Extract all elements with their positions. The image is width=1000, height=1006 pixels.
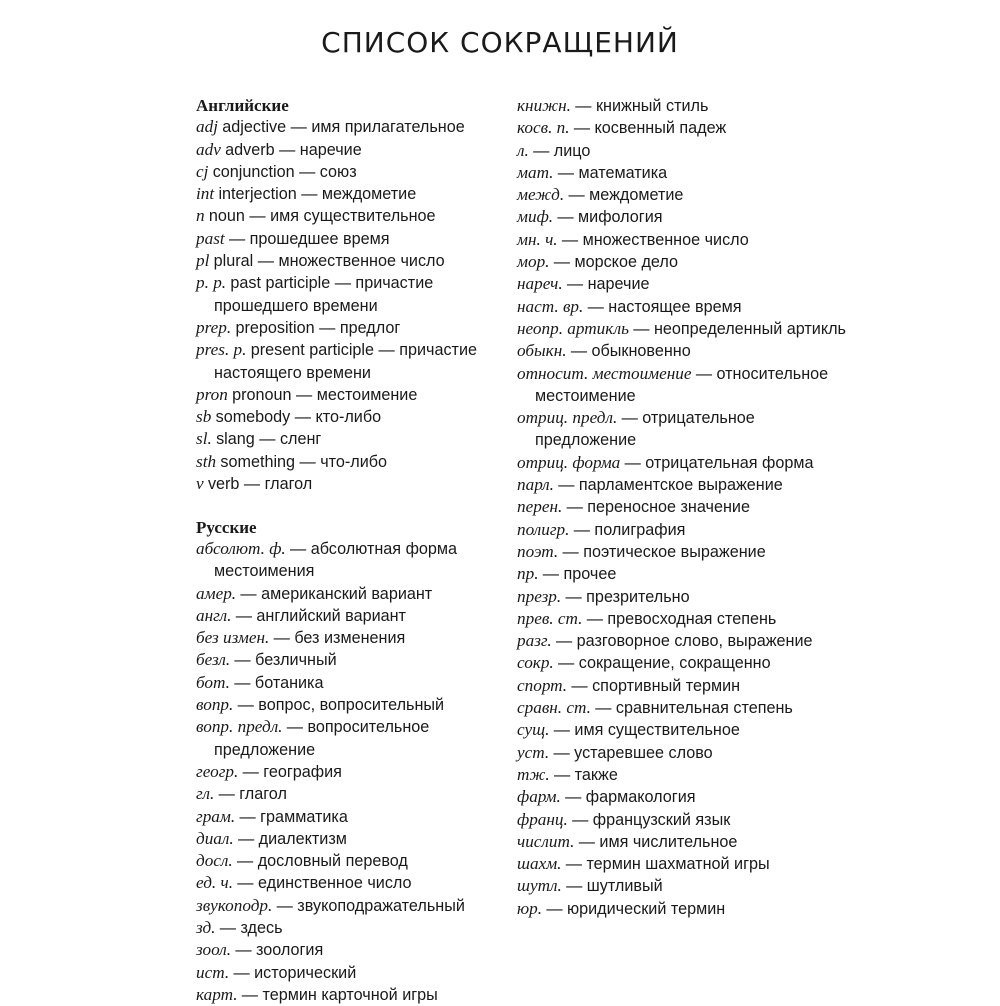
abbreviation: уст. [517,742,550,762]
abbreviation-meaning: — исторический [233,963,357,982]
abbreviation-entry [517,586,847,608]
right-column [517,95,847,920]
abbreviation-entry [196,828,512,850]
russian-section-heading: Русские [196,517,257,537]
abbreviation-entry [196,716,512,761]
abbreviation: ед. ч. [196,873,233,893]
abbreviation-meaning: — термин шахматной игры [565,855,770,874]
abbreviation: неопр. артикль [517,318,629,338]
abbreviation-meaning: adjective — имя прилагательное [222,118,465,137]
abbreviation: adv [196,139,221,159]
abbreviation: спорт. [517,675,568,695]
abbreviation-meaning: — прочее [542,565,617,584]
abbreviation-entry [517,630,847,652]
abbreviation-meaning: present participle — причастие настоящего времени [214,341,478,382]
abbreviation: грам. [196,806,236,826]
abbreviation: int [196,184,215,204]
abbreviation-meaning: — ботаника [234,673,324,692]
abbreviation-meaning: interjection — междометие [218,185,417,204]
abbreviation-entry [196,473,512,495]
abbreviation: англ. [196,605,232,625]
abbreviation-entry [517,742,847,764]
abbreviation-entry [196,272,512,317]
abbreviation-meaning: — математика [557,163,668,182]
abbreviation-entry [517,652,847,674]
abbreviation-meaning: — наречие [566,275,650,294]
abbreviation: миф. [517,207,554,227]
abbreviation: pron [196,384,228,404]
abbreviation-entry [196,250,512,272]
abbreviation-entry [196,672,512,694]
abbreviation: мн. ч. [517,229,558,249]
abbreviation-meaning: — неопределенный артикль [633,319,846,338]
abbreviation-meaning: — имя существительное [553,721,740,740]
abbreviation-meaning: — поэтическое выражение [562,542,766,561]
abbreviation-entry [196,139,512,161]
abbreviation: франц. [517,809,568,829]
abbreviation-entry [517,719,847,741]
abbreviation-entry [196,850,512,872]
abbreviation: геогр. [196,761,239,781]
abbreviation-meaning: — устаревшее слово [553,743,713,762]
abbreviation: фарм. [517,787,561,807]
abbreviation-meaning: — превосходная степень [586,609,777,628]
abbreviation: сокр. [517,653,554,673]
abbreviation: юр. [517,898,543,918]
abbreviation-entry [196,228,512,250]
abbreviation: разг. [517,631,552,651]
abbreviation: полигр. [517,519,570,539]
abbreviation: безл. [196,650,231,670]
abbreviation: шахм. [517,854,562,874]
abbreviation: v [196,474,204,494]
abbreviation-entry [196,538,512,583]
abbreviation: косв. п. [517,118,570,138]
abbreviation-entry [517,675,847,697]
abbreviation: поэт. [517,541,559,561]
abbreviation-entry [196,428,512,450]
abbreviation-entry [196,627,512,649]
abbreviation-entry [517,363,847,408]
abbreviation-entry [517,318,847,340]
russian-abbreviation-list-right [517,95,847,920]
abbreviation-entry [517,831,847,853]
abbreviation-entry [517,452,847,474]
abbreviation: бот. [196,672,230,692]
abbreviation-meaning: — парламентское выражение [558,476,783,495]
abbreviation-meaning: — множественное число [561,230,749,249]
abbreviation: sth [196,451,217,471]
abbreviation-entry [517,296,847,318]
abbreviation-meaning: slang — сленг [216,430,322,449]
page-title: СПИСОК СОКРАЩЕНИЙ [321,26,679,59]
abbreviation-entry [196,962,512,984]
abbreviation-entry [517,184,847,206]
abbreviation-meaning: — относительное местоимение [535,364,829,405]
abbreviation-entry [517,206,847,228]
russian-abbreviation-list-left [196,538,512,1006]
abbreviation-entry [517,273,847,295]
abbreviation: зоол. [196,940,232,960]
abbreviation-meaning: — настоящее время [587,297,742,316]
abbreviation: мат. [517,162,554,182]
abbreviation: перен. [517,497,563,517]
abbreviation: обыкн. [517,341,567,361]
abbreviation-meaning: — юридический термин [546,899,726,918]
abbreviation-meaning: — без изменения [273,629,406,648]
abbreviation-entry [196,761,512,783]
abbreviation-entry [196,917,512,939]
abbreviation: pl [196,251,210,271]
abbreviation-entry [196,317,512,339]
abbreviation: нареч. [517,274,563,294]
abbreviation-meaning: — глагол [218,785,287,804]
abbreviation-meaning: — французский язык [572,810,731,829]
abbreviation-entry [517,140,847,162]
abbreviation-meaning: — также [554,765,618,784]
abbreviation-entry [196,806,512,828]
abbreviation-meaning: verb — глагол [207,475,313,494]
abbreviation-meaning: — грамматика [239,807,348,826]
abbreviation-entry [517,407,847,452]
abbreviation-entry [517,786,847,808]
abbreviation: гл. [196,784,215,804]
abbreviation-meaning: past participle — причастие прошедшего времени [214,274,434,315]
abbreviation: л. [517,140,529,160]
abbreviation-entry [196,783,512,805]
abbreviation: sb [196,407,212,427]
abbreviation-meaning: — спортивный термин [571,676,741,695]
abbreviation-meaning: — английский вариант [235,606,406,625]
abbreviation-meaning: — отрицательная форма [624,453,814,472]
abbreviation-meaning: — термин карточной игры [241,985,438,1004]
abbreviation-meaning: — сокращение, сокращенно [558,654,771,673]
abbreviation: диал. [196,828,234,848]
abbreviation-meaning: — разговорное слово, выражение [555,632,813,651]
abbreviation: мор. [517,252,550,272]
abbreviation: отриц. форма [517,452,621,472]
abbreviation: n [196,206,205,226]
abbreviation: презр. [517,586,562,606]
abbreviation-entry [196,406,512,428]
english-abbreviation-list [196,116,512,495]
abbreviation-entry [196,895,512,917]
abbreviation-entry [517,563,847,585]
abbreviation-entry [517,229,847,251]
abbreviation: past [196,228,225,248]
abbreviation: карт. [196,984,238,1004]
abbreviation: абсолют. ф. [196,538,286,558]
abbreviation: досл. [196,851,233,871]
abbreviation-entry [517,764,847,786]
left-column [196,95,512,1006]
abbreviation-meaning: noun — имя существительное [208,207,436,226]
abbreviation: амер. [196,583,237,603]
abbreviation: относит. местоимение [517,363,692,383]
abbreviation-meaning: — прошедшее время [228,229,390,248]
abbreviation-entry [196,116,512,138]
abbreviation-meaning: — лицо [533,141,591,160]
abbreviation-meaning: — диалектизм [237,829,347,848]
abbreviation: тж. [517,764,550,784]
abbreviation-entry [196,205,512,227]
abbreviation-entry [517,519,847,541]
abbreviation-meaning: — полиграфия [573,520,686,539]
abbreviation-meaning: — имя числительное [578,832,738,851]
abbreviation-entry [517,608,847,630]
abbreviation-entry [517,496,847,518]
abbreviation-meaning: — шутливый [566,877,663,896]
english-section-heading: Английские [196,96,289,115]
abbreviation-meaning: — дословный перевод [237,852,408,871]
abbreviation-entry [517,809,847,831]
abbreviation-entry [517,117,847,139]
abbreviation-entry [196,872,512,894]
abbreviation-meaning: — география [242,762,342,781]
abbreviation-entry [517,340,847,362]
abbreviation: межд. [517,185,565,205]
abbreviation: сравн. ст. [517,698,591,718]
abbreviation: cj [196,161,209,181]
abbreviation-meaning: — вопрос, вопросительный [237,696,445,715]
abbreviation: вопр. предл. [196,717,283,737]
abbreviation-entry [196,339,512,384]
abbreviation-meaning: — вопросительное предложение [214,718,430,759]
abbreviation: sl. [196,429,212,449]
abbreviation-meaning: — презрительно [565,587,690,606]
section-gap [196,495,512,516]
abbreviation: наст. вр. [517,296,584,316]
abbreviation-entry [517,95,847,117]
abbreviation-entry [517,853,847,875]
abbreviation: сущ. [517,720,550,740]
abbreviation-meaning: somebody — кто-либо [215,408,382,427]
abbreviation: зд. [196,917,216,937]
abbreviation-entry [517,474,847,496]
abbreviation-entry [196,649,512,671]
abbreviation-meaning: something — что-либо [220,452,388,471]
abbreviation: pres. p. [196,340,247,360]
abbreviation-entry [196,583,512,605]
abbreviation: парл. [517,475,554,495]
abbreviation: книжн. [517,96,571,115]
abbreviation-meaning: pronoun — местоимение [232,385,418,404]
abbreviation-meaning: conjunction — союз [212,162,357,181]
abbreviation-meaning: — сравнительная степень [595,699,793,718]
abbreviation: отриц. предл. [517,408,618,428]
abbreviation-entry [196,384,512,406]
abbreviation-meaning: — мифология [557,208,663,227]
abbreviation: прев. ст. [517,608,583,628]
abbreviation: adj [196,117,218,137]
abbreviation-entry [196,161,512,183]
abbreviation: вопр. [196,695,234,715]
abbreviation-meaning: — зоология [235,941,324,960]
abbreviation-entry [196,183,512,205]
abbreviation-entry [196,939,512,961]
abbreviation-meaning: — междометие [568,186,684,205]
abbreviation-meaning: — единственное число [237,874,412,893]
abbreviation-entry [196,984,512,1006]
abbreviation-meaning: — переносное значение [566,498,750,517]
abbreviation-meaning: adverb — наречие [225,140,362,159]
abbreviation-meaning: — фармакология [565,788,696,807]
abbreviation-entry [517,162,847,184]
abbreviation-meaning: — косвенный падеж [573,119,727,138]
abbreviation-entry [517,898,847,920]
abbreviation-meaning: — морское дело [553,253,678,272]
abbreviation: ист. [196,962,230,982]
abbreviation: шутл. [517,876,562,896]
abbreviation-meaning: — отрицательное предложение [535,409,755,450]
abbreviation-meaning: — книжный стиль [575,97,709,115]
abbreviation-meaning: — звукоподражательный [276,896,465,915]
abbreviation-meaning: — абсолютная форма местоимения [214,539,458,581]
abbreviation-meaning: plural — множественное число [213,252,445,271]
abbreviation-meaning: — обыкновенно [570,342,691,361]
abbreviation: prep. [196,317,232,337]
abbreviation-entry [517,875,847,897]
abbreviation: числит. [517,831,575,851]
abbreviation-entry [517,697,847,719]
abbreviation: p. p. [196,273,227,293]
abbreviation: звукоподр. [196,895,273,915]
abbreviation-meaning: — американский вариант [240,584,433,603]
abbreviation: без измен. [196,628,270,648]
abbreviation-meaning: preposition — предлог [235,318,401,337]
abbreviation: пр. [517,564,539,584]
abbreviation-entry [517,541,847,563]
abbreviation-entry [196,451,512,473]
abbreviation-entry [196,605,512,627]
abbreviation-meaning: — здесь [219,918,283,937]
abbreviation-entry [517,251,847,273]
abbreviation-meaning: — безличный [234,651,337,670]
abbreviation-entry [196,694,512,716]
